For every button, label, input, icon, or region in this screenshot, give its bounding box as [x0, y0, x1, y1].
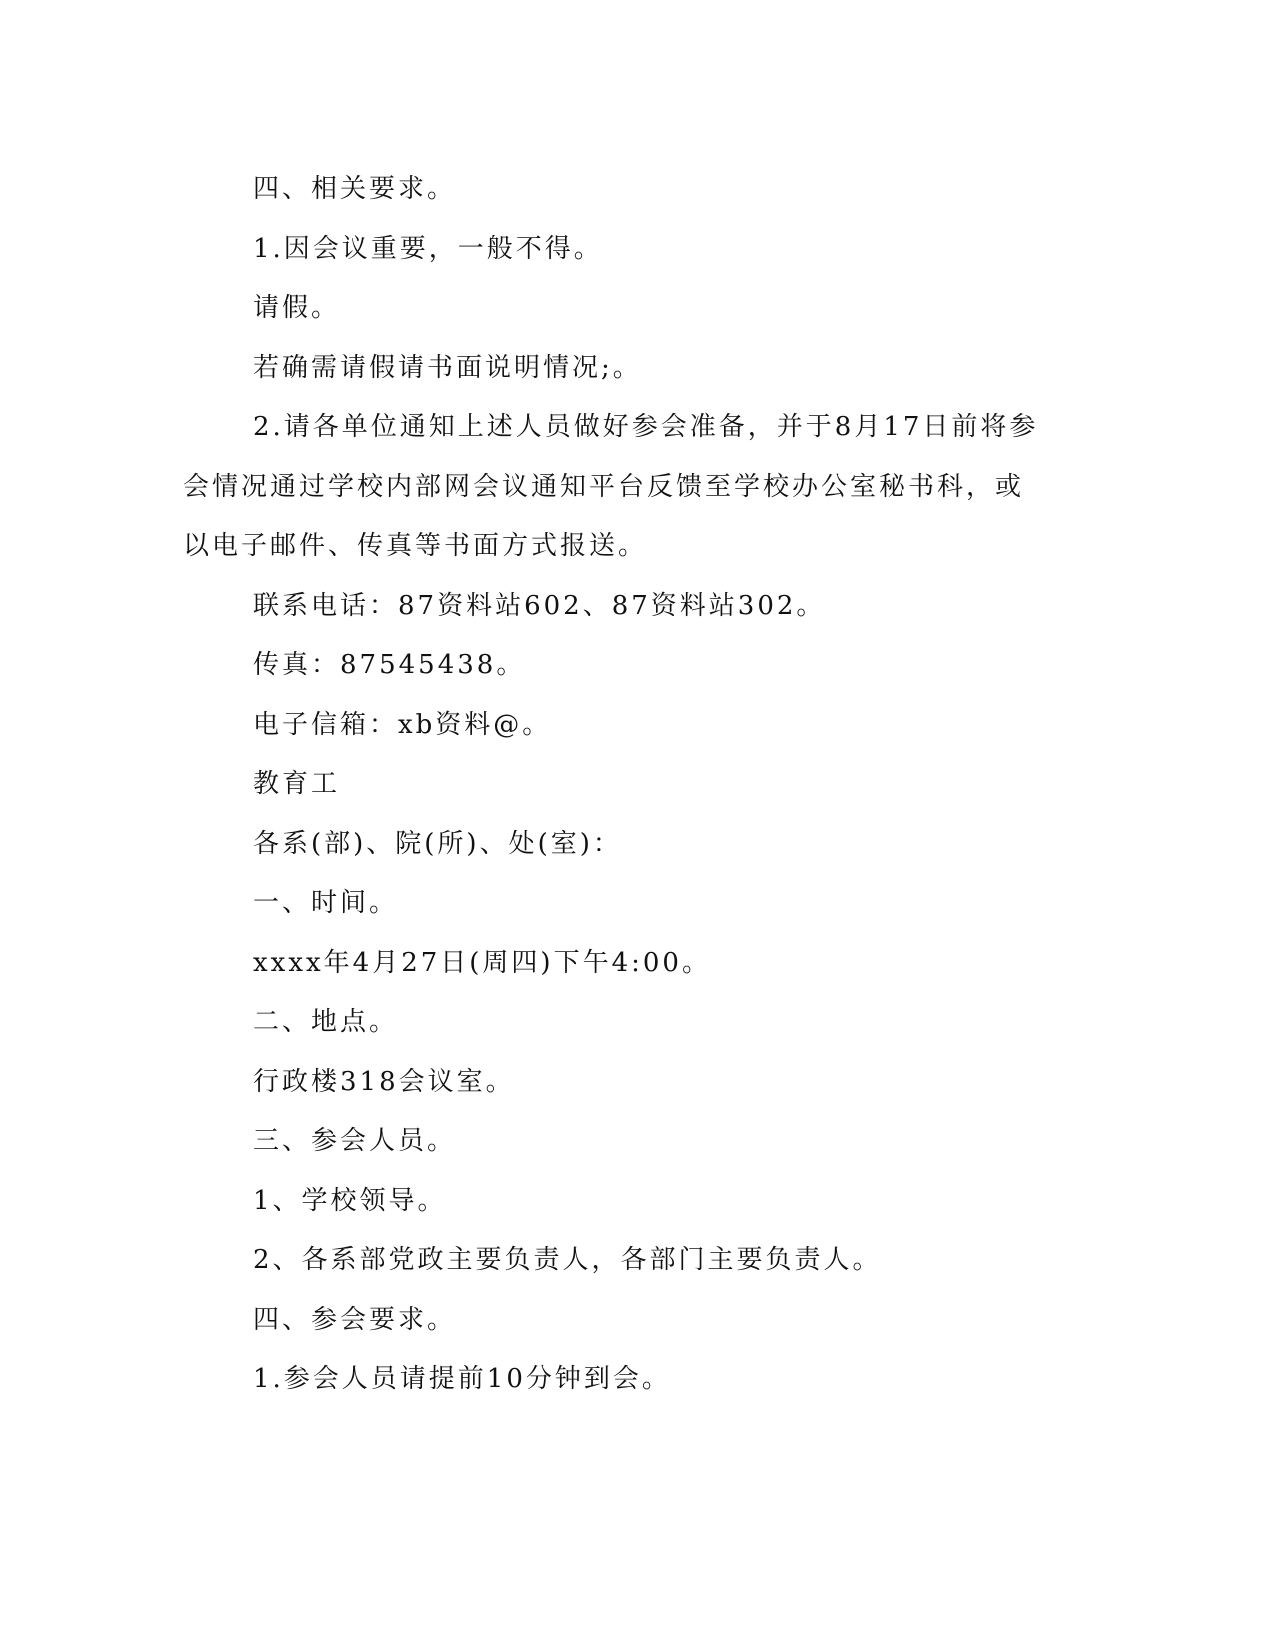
paragraph: 各系(部)、院(所)、处(室)：	[253, 828, 622, 859]
paragraph: 若确需请假请书面说明情况;。	[253, 352, 642, 383]
paragraph: 行政楼318会议室。	[253, 1066, 515, 1097]
paragraph: 四、相关要求。	[253, 174, 457, 204]
paragraph: 教育工	[253, 769, 341, 799]
paragraph: xxxx年4月27日(周四)下午4:00。	[253, 947, 711, 978]
paragraph: 请假。	[253, 293, 341, 323]
paragraph: 四、参会要求。	[253, 1304, 457, 1335]
paragraph: 传真：87545438。	[253, 650, 526, 680]
paragraph: 1、学校领导。	[253, 1185, 447, 1216]
paragraph: 1.因会议重要，一般不得。	[253, 233, 603, 264]
paragraph: 2.请各单位通知上述人员做好参会准备，并于8月17日前将参会情况通过学校内部网会议通知平台反馈至学校办公室秘书科，或以电子邮件、传真等书面方式报送。	[183, 412, 1039, 561]
paragraph: 联系电话：87资料站602、87资料站302。	[253, 590, 826, 621]
document-body	[183, 160, 1048, 1410]
paragraph: 1.参会人员请提前10分钟到会。	[253, 1364, 671, 1394]
paragraph: 一、时间。	[253, 888, 399, 918]
paragraph: 三、参会人员。	[253, 1126, 457, 1156]
paragraph: 2、各系部党政主要负责人，各部门主要负责人。	[253, 1245, 882, 1275]
paragraph: 电子信箱：xb资料@。	[253, 709, 552, 740]
paragraph: 二、地点。	[253, 1007, 399, 1037]
